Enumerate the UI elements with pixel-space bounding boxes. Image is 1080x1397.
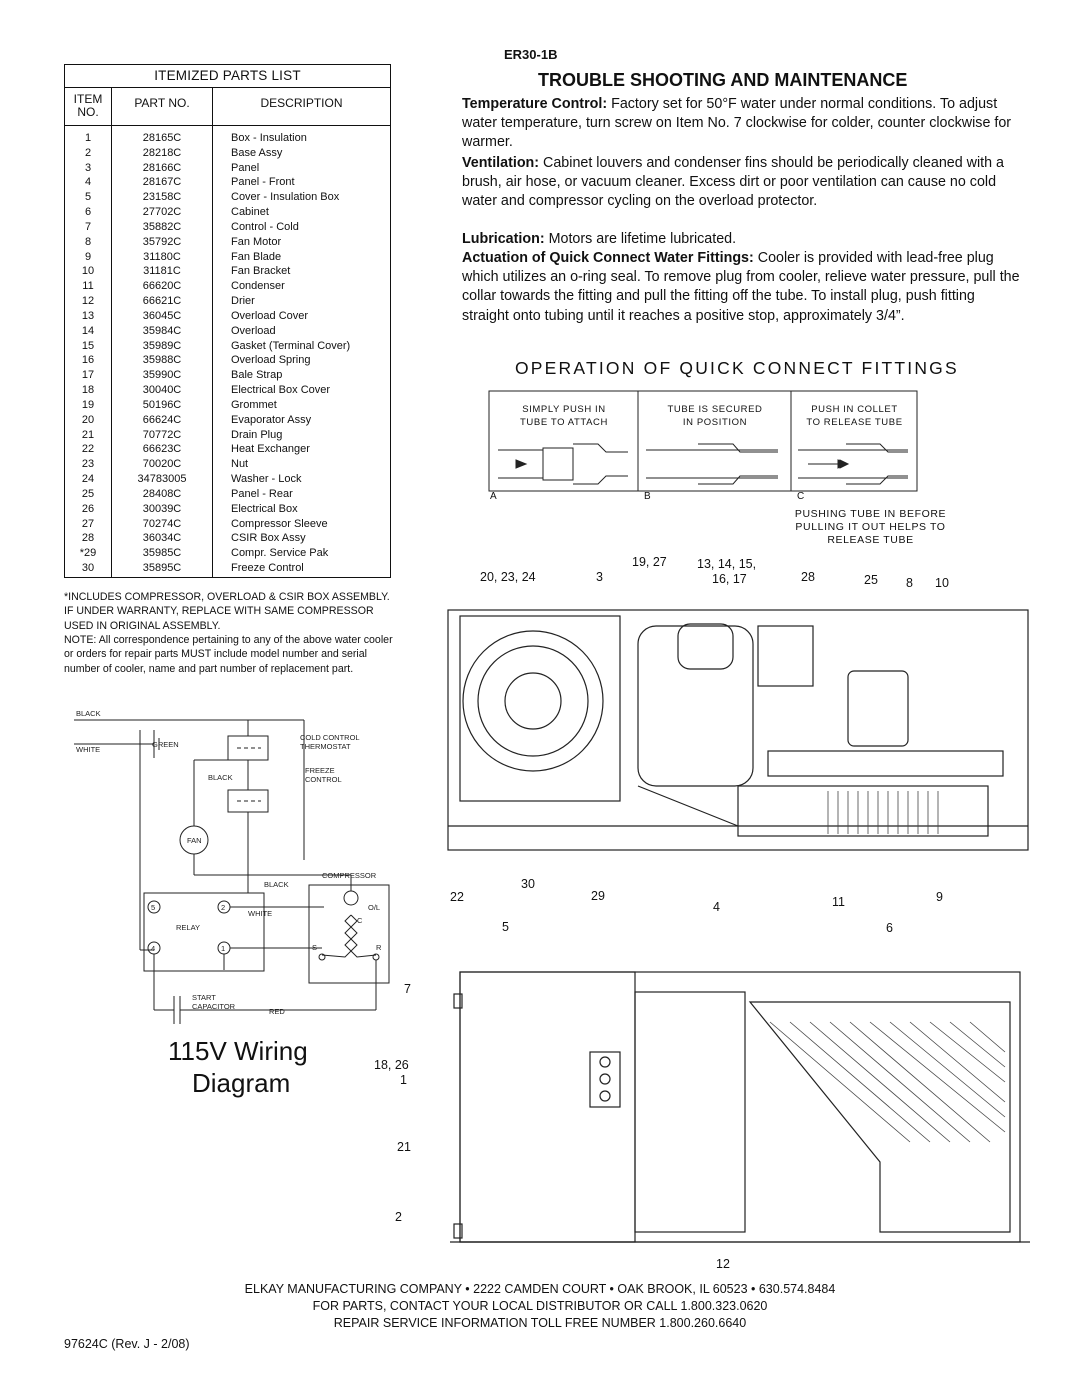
wire-label-black-mid: BLACK	[208, 773, 233, 782]
description-cell: Fan Motor	[231, 235, 282, 248]
fig-a-letter: A	[490, 491, 497, 502]
table-row	[65, 250, 390, 265]
callout-9: 9	[936, 890, 943, 904]
description-cell: Evaporator Assy	[231, 413, 312, 426]
side-view-drawing	[440, 962, 1030, 1262]
table-row	[65, 368, 390, 383]
fig-note-line1: PUSHING TUBE IN BEFORE	[794, 508, 947, 520]
wire-label-green: GREEN	[152, 740, 179, 749]
item-no-cell: 8	[84, 235, 92, 248]
callout-11: 11	[832, 895, 845, 909]
part-no-cell: 28408C	[142, 487, 182, 500]
table-row	[65, 457, 390, 472]
item-no-cell: 23	[81, 458, 95, 471]
callout-13-14-15: 13, 14, 15,	[697, 557, 757, 571]
description-cell: Bale Strap	[231, 369, 283, 382]
part-no-cell: 30039C	[142, 502, 182, 515]
label-s: S	[312, 943, 318, 952]
callout-12: 12	[716, 1257, 730, 1271]
description-cell: Overload Spring	[231, 354, 311, 367]
fig-b-line2: IN POSITION	[682, 417, 748, 428]
item-no-cell: 22	[81, 443, 95, 456]
description-cell: Fan Blade	[231, 250, 282, 263]
part-no-cell: 35792C	[142, 235, 182, 248]
part-no-cell: 34783005	[137, 473, 187, 486]
table-row	[65, 309, 390, 324]
description-cell: Panel	[231, 161, 260, 174]
item-no-cell: 28	[81, 532, 95, 545]
callout-22: 22	[450, 890, 464, 904]
callout-16-17: 16, 17	[712, 572, 747, 586]
callout-1: 1	[400, 1073, 407, 1087]
vent-body: Cabinet louvers and condenser fins should be periodically cleaned with a brush, air hose, or vacuum cleaner. Excess dirt or poor ventilation can cause no cold water and compressor cycling on the overload protector.	[462, 155, 1004, 210]
table-row	[65, 383, 390, 398]
label-ol: O/L	[368, 903, 381, 912]
table-row	[65, 487, 390, 502]
item-no-cell: 21	[81, 428, 95, 441]
description-cell: Gasket (Terminal Cover)	[231, 339, 351, 352]
callout-4: 4	[713, 900, 720, 914]
callout-5: 5	[502, 920, 509, 934]
fig-a-line2: TUBE TO ATTACH	[520, 417, 608, 428]
fig-a-line1: SIMPLY PUSH IN	[522, 404, 606, 415]
table-row	[65, 546, 390, 561]
table-row	[65, 502, 390, 517]
wire-label-white-low: WHITE	[248, 909, 273, 918]
description-cell: Electrical Box	[231, 502, 298, 515]
description-cell: Panel - Front	[231, 176, 295, 189]
item-no-cell: 3	[84, 161, 92, 174]
description-cell: Drier	[231, 295, 255, 308]
part-no-cell: 66620C	[142, 280, 182, 293]
terminal-4: 4	[151, 944, 156, 953]
compressor-note: *INCLUDES COMPRESSOR, OVERLOAD & CSIR BOX ASSEMBLY. IF UNDER WARRANTY, REPLACE WITH SAME COMPRESSOR USED IN ORIGINAL ASSEMBLY.	[64, 591, 390, 632]
item-no-cell: 16	[81, 354, 95, 367]
description-cell: Electrical Box Cover	[231, 384, 331, 397]
part-no-cell: 28165C	[142, 132, 182, 144]
part-no-cell: 27702C	[142, 206, 182, 219]
wiring-diagram	[64, 700, 404, 1030]
description-cell: Overload Cover	[231, 309, 309, 322]
label-r: R	[376, 943, 382, 952]
part-no-cell: 35882C	[142, 220, 182, 233]
callout-29: 29	[591, 889, 605, 903]
item-no-cell: 10	[81, 265, 95, 278]
callout-18-26: 18, 26	[374, 1058, 409, 1072]
part-no-cell: 31180C	[143, 250, 181, 263]
part-no-cell: 50196C	[142, 398, 182, 411]
description-cell: CSIR Box Assy	[231, 532, 306, 545]
temp-heading: Temperature Control:	[462, 96, 608, 112]
footer-parts-contact: FOR PARTS, CONTACT YOUR LOCAL DISTRIBUTOR OR CALL 1.800.323.0620	[312, 1299, 768, 1313]
callout-3: 3	[596, 570, 603, 584]
table-row	[65, 131, 390, 146]
table-row	[65, 220, 390, 235]
callout-21: 21	[397, 1140, 411, 1154]
table-row	[65, 442, 390, 457]
correspondence-note: NOTE: All correspondence pertaining to any of the above water cooler or orders for repair parts MUST include model number and serial number of cooler, name and part number of replacement part.	[64, 634, 393, 675]
wiring-title-line2: Diagram	[192, 1068, 291, 1098]
header-part-no: PART NO.	[134, 96, 190, 110]
description-cell: Box - Insulation	[231, 132, 307, 144]
fig-note-line3: RELEASE TUBE	[827, 534, 914, 546]
item-no-cell: 1	[84, 132, 92, 144]
item-no-cell: 14	[81, 324, 95, 337]
top-view-drawing	[438, 596, 1038, 886]
footer-company: ELKAY MANUFACTURING COMPANY • 2222 CAMDEN COURT • OAK BROOK, IL 60523 • 630.574.8484	[244, 1282, 836, 1296]
lub-body: Motors are lifetime lubricated.	[544, 231, 737, 247]
actuation-paragraph	[462, 249, 1022, 326]
item-no-cell: 19	[81, 398, 95, 411]
table-row	[65, 264, 390, 279]
item-no-cell: 5	[84, 191, 92, 204]
part-no-cell: 36034C	[142, 532, 182, 545]
item-no-cell: 18	[81, 384, 95, 397]
part-no-cell: 28167C	[142, 176, 182, 189]
act-heading: Actuation of Quick Connect Water Fittings:	[462, 250, 754, 266]
footer-repair-service: REPAIR SERVICE INFORMATION TOLL FREE NUMBER 1.800.260.6640	[333, 1316, 747, 1330]
table-row	[65, 353, 390, 368]
fig-b-line1: TUBE IS SECURED	[667, 404, 763, 415]
part-no-cell: 70274C	[142, 517, 182, 530]
part-no-cell: 66621C	[142, 295, 182, 308]
label-freeze: FREEZE	[305, 766, 335, 775]
wiring-title-line1: 115V Wiring	[168, 1036, 308, 1066]
callout-19-27: 19, 27	[632, 555, 667, 569]
label-capacitor: CAPACITOR	[192, 1002, 236, 1011]
header-item-no: ITEM NO.	[73, 92, 103, 119]
trouble-title: TROUBLE SHOOTING AND MAINTENANCE	[538, 70, 908, 90]
header-description: DESCRIPTION	[260, 96, 343, 110]
item-no-cell: 13	[81, 309, 95, 322]
wire-label-white: WHITE	[76, 745, 101, 754]
document-number: 97624C (Rev. J - 2/08)	[64, 1337, 190, 1351]
part-no-cell: 66623C	[142, 443, 182, 456]
terminal-5: 5	[151, 903, 156, 912]
part-no-cell: 30040C	[142, 384, 182, 397]
label-start: START	[192, 993, 216, 1002]
callout-30: 30	[521, 877, 535, 891]
item-no-cell: 15	[81, 339, 95, 352]
fig-c-note	[788, 508, 953, 547]
fig-b-letter: B	[644, 491, 651, 502]
lub-heading: Lubrication:	[462, 231, 545, 247]
description-cell: Cover - Insulation Box	[231, 191, 340, 204]
table-row	[65, 279, 390, 294]
description-cell: Fan Bracket	[231, 265, 291, 278]
temp-body: Factory set for 50°F water under normal conditions. To adjust water temperature, turn screw on Item No. 7 clockwise for colder, counter clockwise for warmer.	[462, 96, 1012, 151]
part-no-cell: 31181C	[143, 265, 181, 278]
item-no-cell: 6	[84, 206, 92, 219]
part-no-cell: 35984C	[142, 324, 182, 337]
callout-10: 10	[935, 576, 949, 590]
parts-list-title: ITEMIZED PARTS LIST	[65, 65, 390, 88]
item-no-cell: 30	[81, 562, 95, 575]
part-no-cell: 23158C	[142, 191, 182, 204]
part-no-cell: 35990C	[142, 369, 182, 382]
item-no-cell: 24	[81, 473, 95, 486]
callout-8: 8	[906, 576, 913, 590]
terminal-1: 1	[221, 944, 226, 953]
item-no-cell: *29	[79, 547, 97, 560]
callout-25: 25	[864, 573, 878, 587]
fig-note-line2: PULLING IT OUT HELPS TO	[795, 521, 946, 533]
table-row	[65, 294, 390, 309]
label-fan: FAN	[187, 836, 202, 845]
table-row	[65, 324, 390, 339]
table-row	[65, 205, 390, 220]
fig-a-caption	[490, 403, 638, 429]
table-row	[65, 146, 390, 161]
table-row	[65, 428, 390, 443]
wire-label-red: RED	[269, 1007, 285, 1016]
item-no-cell: 26	[81, 502, 95, 515]
quick-connect-title: OPERATION OF QUICK CONNECT FITTINGS	[515, 358, 959, 378]
wire-label-black-low: BLACK	[264, 880, 289, 889]
description-cell: Drain Plug	[231, 428, 283, 441]
parts-list-header	[65, 87, 390, 126]
description-cell: Heat Exchanger	[231, 443, 310, 456]
temperature-control-paragraph	[462, 95, 1022, 153]
fig-c-line2: TO RELEASE TUBE	[806, 417, 903, 428]
description-cell: Compressor Sleeve	[231, 517, 328, 530]
description-cell: Grommet	[231, 398, 277, 411]
description-cell: Washer - Lock	[231, 473, 302, 486]
table-row	[65, 472, 390, 487]
table-row	[65, 561, 390, 576]
label-c: C	[357, 916, 363, 925]
table-row	[65, 339, 390, 354]
wire-label-black: BLACK	[76, 709, 101, 718]
label-cold-control: COLD CONTROL	[300, 733, 360, 742]
part-no-cell: 35895C	[142, 562, 182, 575]
table-row	[65, 531, 390, 546]
terminal-2: 2	[221, 903, 226, 912]
callout-2: 2	[395, 1210, 402, 1224]
item-no-cell: 20	[81, 413, 95, 426]
part-no-cell: 70020C	[142, 458, 182, 471]
callout-28: 28	[801, 570, 815, 584]
model-number: ER30-1B	[504, 47, 558, 62]
fig-b-caption	[640, 403, 790, 429]
callout-20-23-24: 20, 23, 24	[480, 570, 536, 584]
part-no-cell: 70772C	[142, 428, 182, 441]
item-no-cell: 27	[81, 517, 95, 530]
description-cell: Condenser	[231, 280, 285, 293]
fig-c-line1: PUSH IN COLLET	[811, 404, 898, 415]
part-no-cell: 35985C	[142, 547, 182, 560]
part-no-cell: 35989C	[142, 339, 182, 352]
vent-heading: Ventilation:	[462, 155, 540, 171]
callout-7: 7	[404, 982, 411, 996]
table-row	[65, 517, 390, 532]
table-row	[65, 398, 390, 413]
label-thermostat: THERMOSTAT	[300, 742, 351, 751]
item-no-cell: 25	[81, 487, 95, 500]
item-no-cell: 17	[81, 369, 95, 382]
part-no-cell: 28166C	[142, 161, 182, 174]
lubrication-paragraph	[462, 230, 1022, 249]
label-relay: RELAY	[176, 923, 201, 932]
label-control: CONTROL	[305, 775, 342, 784]
description-cell: Nut	[231, 458, 249, 471]
description-cell: Control - Cold	[231, 220, 299, 233]
table-row	[65, 190, 390, 205]
description-cell: Overload	[231, 324, 276, 337]
label-compressor: COMPRESSOR	[322, 871, 377, 880]
callout-6: 6	[886, 921, 893, 935]
fig-c-letter: C	[797, 491, 805, 502]
item-no-cell: 7	[84, 220, 92, 233]
description-cell: Base Assy	[231, 146, 283, 159]
part-no-cell: 28218C	[142, 146, 182, 159]
item-no-cell: 12	[81, 295, 95, 308]
description-cell: Compr. Service Pak	[231, 547, 329, 560]
part-no-cell: 66624C	[142, 413, 182, 426]
part-no-cell: 35988C	[142, 354, 182, 367]
item-no-cell: 11	[82, 280, 94, 293]
description-cell: Cabinet	[231, 206, 269, 219]
parts-list-table	[64, 64, 391, 578]
table-row	[65, 161, 390, 176]
description-cell: Freeze Control	[231, 562, 304, 575]
part-no-cell: 36045C	[142, 309, 182, 322]
ventilation-paragraph	[462, 154, 1022, 212]
item-no-cell: 9	[84, 250, 92, 263]
table-row	[65, 175, 390, 190]
table-row	[65, 413, 390, 428]
act-body: Cooler is provided with lead-free plug which utilizes an o-ring seal. To remove plug from cooler, relieve water pressure, pull the collar towards the fitting and pull the fitting off the tube. To install plug, push fitting straight onto tubing until it reaches a positive stop, approximately 3/4”.	[462, 250, 1020, 324]
fig-c-caption	[792, 403, 917, 429]
table-row	[65, 235, 390, 250]
item-no-cell: 4	[84, 176, 92, 189]
description-cell: Panel - Rear	[231, 487, 293, 500]
parts-list-rows	[65, 131, 390, 576]
item-no-cell: 2	[84, 146, 92, 159]
